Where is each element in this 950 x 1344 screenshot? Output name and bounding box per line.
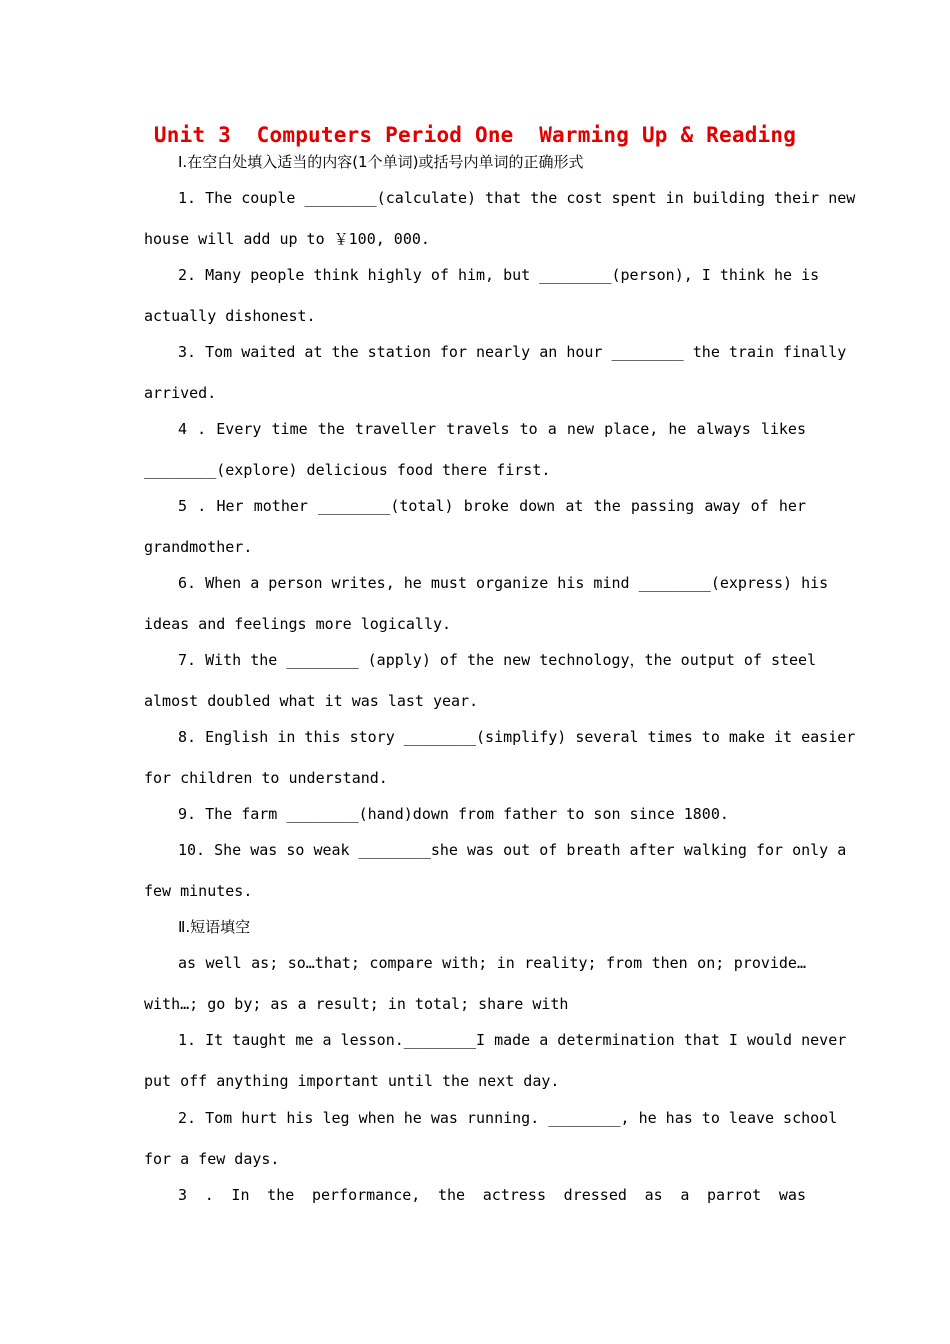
question-4-line-2: ________(explore) delicious food there first.: [144, 461, 551, 479]
phrase-question-2-line-2: for a few days.: [144, 1150, 280, 1168]
question-7-line-2: almost doubled what it was last year.: [144, 692, 479, 710]
phrase-question-2-line-1: 2. Tom hurt his leg when he was running. ________, he has to leave school: [178, 1109, 838, 1127]
question-1-line-2: house will add up to ￥100, 000.: [144, 230, 430, 248]
question-10-line-1: 10. She was so weak ________she was out of breath after walking for only a: [178, 841, 847, 859]
question-9-line-1: 9. The farm ________(hand)down from father to son since 1800.: [178, 805, 729, 823]
phrase-question-1-line-1: 1. It taught me a lesson.________I made a determination that I would never: [178, 1031, 847, 1049]
question-5-line-2: grandmother.: [144, 538, 253, 556]
page-title: Unit 3 Computers Period One Warming Up & Reading: [153, 123, 797, 147]
question-3-line-2: arrived.: [144, 384, 217, 402]
question-2-line-2: actually dishonest.: [144, 307, 316, 325]
question-10-line-2: few minutes.: [144, 882, 253, 900]
question-5-line-1: 5 . Her mother ________(total) broke down at the passing away of her: [178, 497, 806, 515]
question-1-line-1: 1. The couple ________(calculate) that the cost spent in building their new: [178, 189, 856, 207]
question-6-line-2: ideas and feelings more logically.: [144, 615, 452, 633]
question-2-line-1: 2. Many people think highly of him, but ________(person), I think he is: [178, 266, 820, 284]
question-7-line-1: 7. With the ________ (apply) of the new technology，the output of steel: [178, 651, 817, 669]
question-6-line-1: 6. When a person writes, he must organize his mind ________(express) his: [178, 574, 829, 592]
section-2-heading: Ⅱ.短语填空: [178, 918, 251, 936]
phrase-bank-line-1: as well as; so…that; compare with; in reality; from then on; provide…: [178, 954, 806, 972]
phrase-question-1-line-2: put off anything important until the next day.: [144, 1072, 560, 1090]
question-4-line-1: 4 . Every time the traveller travels to a new place, he always likes: [178, 420, 806, 438]
question-3-line-1: 3. Tom waited at the station for nearly an hour ________ the train finally: [178, 343, 847, 361]
question-8-line-2: for children to understand.: [144, 769, 388, 787]
section-1-heading: Ⅰ.在空白处填入适当的内容(1个单词)或括号内单词的正确形式: [178, 153, 584, 171]
phrase-question-3-line-1: 3 . In the performance, the actress dressed as a parrot was: [178, 1186, 806, 1204]
question-8-line-1: 8. English in this story ________(simplify) several times to make it easier: [178, 728, 856, 746]
phrase-bank-line-2: with…; go by; as a result; in total; share with: [144, 995, 569, 1013]
